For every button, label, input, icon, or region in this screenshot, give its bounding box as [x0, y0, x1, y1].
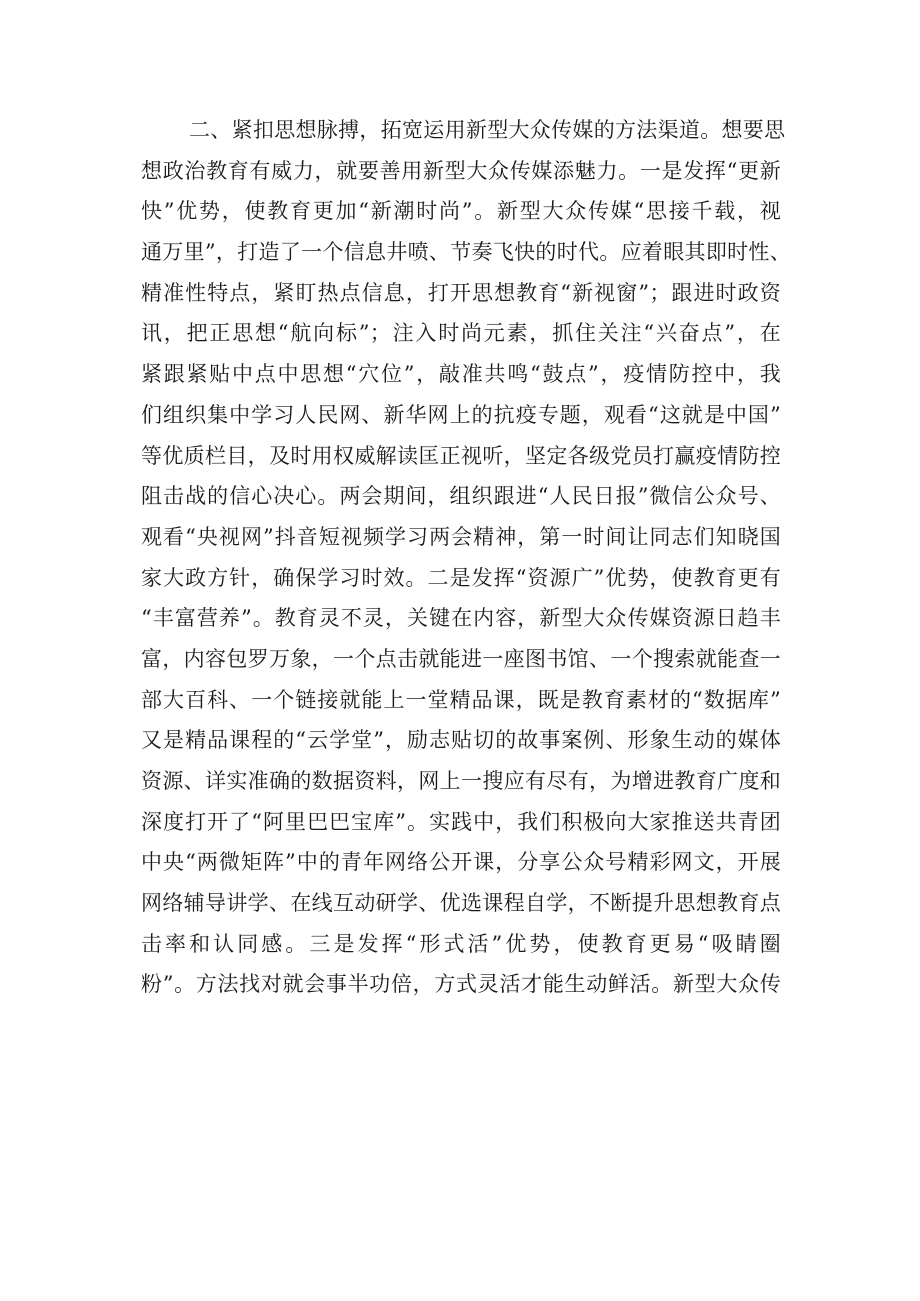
body-paragraph [141, 110, 792, 1005]
text-line: 网络辅导讲学、在线互动研学、优选课程自学，不断提升思想教育点 [141, 891, 781, 916]
text-line: 等优质栏目，及时用权威解读匡正视听，坚定各级党员打赢疫情防控 [141, 443, 781, 468]
text-line: 紧跟紧贴中点中思想“穴位”，敲准共鸣“鼓点”，疫情防控中，我 [141, 362, 781, 387]
text-line: 又是精品课程的“云学堂”，励志贴切的故事案例、形象生动的媒体 [141, 728, 781, 753]
text-line: 深度打开了“阿里巴巴宝库”。实践中，我们积极向大家推送共青团 [141, 809, 781, 834]
text-line: 阻击战的信心决心。两会期间，组织跟进“人民日报”微信公众号、 [141, 484, 781, 509]
text-line: 富，内容包罗万象，一个点击就能进一座图书馆、一个搜索就能查一 [141, 646, 781, 671]
text-line: 击率和认同感。三是发挥“形式活”优势，使教育更易“吸睛圈 [141, 931, 781, 956]
text-line: 二、紧扣思想脉搏，拓宽运用新型大众传媒的方法渠道。想要思 [189, 118, 786, 142]
text-line: 家大政方针，确保学习时效。二是发挥“资源广”优势，使教育更有 [141, 565, 781, 590]
text-line: 中央“两微矩阵”中的青年网络公开课，分享公众号精彩网文，开展 [141, 850, 781, 875]
text-line: 观看“央视网”抖音短视频学习两会精神，第一时间让同志们知晓国 [141, 524, 781, 549]
text-line: 资源、详实准确的数据资料，网上一搜应有尽有，为增进教育广度和 [141, 769, 781, 793]
text-line: 讯，把正思想“航向标”；注入时尚元素，抓住关注“兴奋点”，在 [141, 321, 781, 346]
text-line: 精准性特点，紧盯热点信息，打开思想教育“新视窗”；跟进时政资 [141, 280, 781, 305]
text-line: 快”优势，使教育更加“新潮时尚”。新型大众传媒“思接千载，视 [141, 199, 781, 224]
text-line: “丰富营养”。教育灵不灵，关键在内容，新型大众传媒资源日趋丰 [141, 606, 781, 631]
text-line: 部大百科、一个链接就能上一堂精品课，既是教育素材的“数据库” [141, 687, 781, 712]
text-line: 通万里”，打造了一个信息井喷、节奏飞快的时代。应着眼其即时性、 [141, 240, 792, 265]
text-line: 想政治教育有威力，就要善用新型大众传媒添魅力。一是发挥“更新 [141, 158, 781, 183]
text-line: 粉”。方法找对就会事半功倍，方式灵活才能生动鲜活。新型大众传 [141, 972, 781, 997]
text-line: 们组织集中学习人民网、新华网上的抗疫专题，观看“这就是中国” [141, 402, 781, 427]
